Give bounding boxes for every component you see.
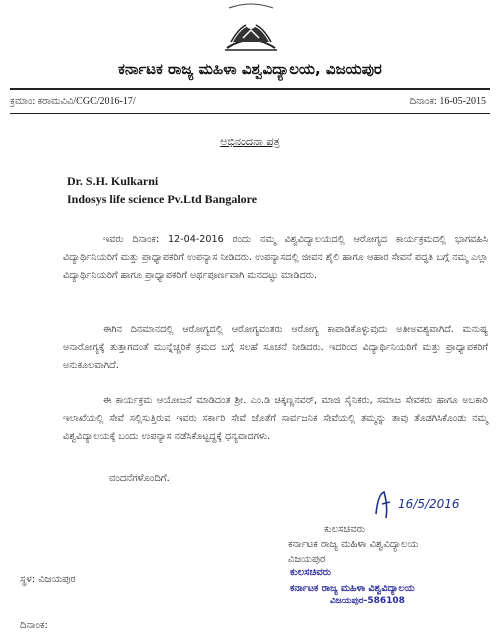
place-line: ಸ್ಥಳ: ವಿಜಯಪುರ bbox=[20, 574, 76, 585]
signatory-title: ಕುಲಸಚಿವರು bbox=[324, 524, 366, 535]
university-name: ಕರ್ನಾಟಕ ರಾಜ್ಯ ಮಹಿಳಾ ವಿಶ್ವವಿದ್ಯಾಲಯ, ವಿಜಯಪುರ bbox=[118, 60, 382, 78]
handwritten-signature bbox=[372, 484, 464, 528]
closing-salutation: ವಂದನೆಗಳೊಂದಿಗೆ. bbox=[109, 473, 170, 484]
reference-number: ಕ್ರಮಾಂ: ಕರಾಮವಿವಿ/CGC/2016-17/ bbox=[10, 96, 136, 107]
letter-subject: ಅಭಿನಂದನಾ ಪತ್ರ bbox=[220, 135, 280, 148]
signatory-institution: ಕರ್ನಾಟಕ ರಾಜ್ಯ ಮಹಿಳಾ ವಿಶ್ವವಿದ್ಯಾಲಯ bbox=[288, 539, 419, 550]
recipient-organization: Indosys life science Pv.Ltd Bangalore bbox=[67, 192, 258, 206]
body-paragraph: ಇವರು ದಿನಾಂಕ: 12-04-2016 ರಂದು ನಮ್ಮ ವಿಶ್ವವಿದ್ಯಾಲಯದಲ್ಲಿ ಆರೋಗ್ಯದ ಕಾರ್ಯಕ್ರಮದಲ್ಲಿ ಭಾಗವಹಿಸಿ ವಿದ್ಯಾರ್ಥಿನಿಯರಿಗೆ ಮತ್ತು ಪ್ರಾಧ್ಯಾಪಕರಿಗೆ ಉಪನ್ಯಾಸ ನೀಡಿದರು. ಉಪನ್ಯಾಸದಲ್ಲಿ ಜೀವನ ಶೈಲಿ ಹಾಗೂ ಆಹಾರ ಸೇವನೆ ಪದ್ಧತಿ ಬಗ್ಗೆ ನಮ್ಮ ಎಲ್ಲಾ ವಿದ್ಯಾರ್ಥಿನಿಯರಿಗೆ ಹಾಗೂ ಪ್ರಾಧ್ಯಾಪಕರಿಗೆ ಅರ್ಥಪೂರ್ಣವಾಗಿ ಮನದಟ್ಟು ಮಾಡಿದರು. bbox=[63, 234, 488, 281]
stamp-title: ಕುಲಸಚಿವರು bbox=[290, 567, 332, 578]
recipient-name: Dr. S.H. Kulkarni bbox=[67, 174, 159, 188]
university-seal-logo bbox=[221, 2, 281, 52]
signature-date-note: 16/5/2016 bbox=[398, 497, 460, 511]
stamp-address: ವಿಜಯಪುರ-586108 bbox=[330, 596, 405, 606]
body-paragraph: ಈ ಕಾರ್ಯಕ್ರಮ ಆಯೋಜನೆ ಮಾಡಿದಂತ ಶ್ರೀ. ಎಂ.ಡಿ ಚಿಕ್ಕಣ್ಣನವರ್, ಮಾಜಿ ಸೈನಿಕರು, ಸಮಾಜ ಸೇವಕರು ಹಾಗೂ ಅಬಕಾರಿ ಇಲಾಖೆಯಲ್ಲಿ ಸೇವೆ ಸಲ್ಲಿಸುತ್ತಿರುವ ಇವರು ಸರ್ಕಾರಿ ಸೇವೆ ಜೊತೆಗೆ ಸಾರ್ವಜನಿಕ ಸೇವೆಯಲ್ಲಿ ತಮ್ಮನ್ನು ತಾವು ತೊಡಗಿಸಿಕೊಂಡು ನಮ್ಮ ವಿಶ್ವವಿದ್ಯಾಲಯಕ್ಕೆ ಬಂದು ಉಪನ್ಯಾಸ ನಡೆಸಿಕೊಟ್ಟದ್ದಕ್ಕೆ ಧನ್ಯವಾದಗಳು. bbox=[63, 395, 488, 442]
footer-date-label: ದಿನಾಂಕ: bbox=[20, 620, 48, 631]
header-divider bbox=[10, 88, 490, 90]
body-paragraph: ಈಗಿನ ದಿನಮಾನದಲ್ಲಿ ಆರೋಗ್ಯದಲ್ಲಿ ಆರೋಗ್ಯವಂತರು ಆರೋಗ್ಯ ಕಾಪಾಡಿಕೊಳ್ಳುವುದು ಅತೀಅವಶ್ಯವಾಗಿದೆ. ಮನುಷ್ಯ ಅನಾರೋಗ್ಯಕ್ಕೆ ತುತ್ತಾಗದಂತೆ ಮುನ್ನೆಚ್ಚರಿಕೆ ಕ್ರಮದ ಬಗ್ಗೆ ಸಲಹೆ ಸೂಚನೆ ನೀಡಿದರು. ಇದರಿಂದ ವಿದ್ಯಾರ್ಥಿನಿಯರಿಗೆ ಮತ್ತು ಪ್ರಾಧ್ಯಾಪಕರಿಗೆ ಅನುಕೂಲವಾಗಿದೆ. bbox=[63, 324, 488, 371]
stamp-institution: ಕರ್ನಾಟಕ ರಾಜ್ಯ ಮಹಿಳಾ ವಿಶ್ವವಿದ್ಯಾಲಯ bbox=[290, 583, 415, 594]
signatory-city: ವಿಜಯಪುರ bbox=[288, 554, 326, 565]
reference-divider bbox=[10, 113, 490, 114]
letter-date: ದಿನಾಂಕ: 16-05-2015 bbox=[409, 96, 486, 107]
